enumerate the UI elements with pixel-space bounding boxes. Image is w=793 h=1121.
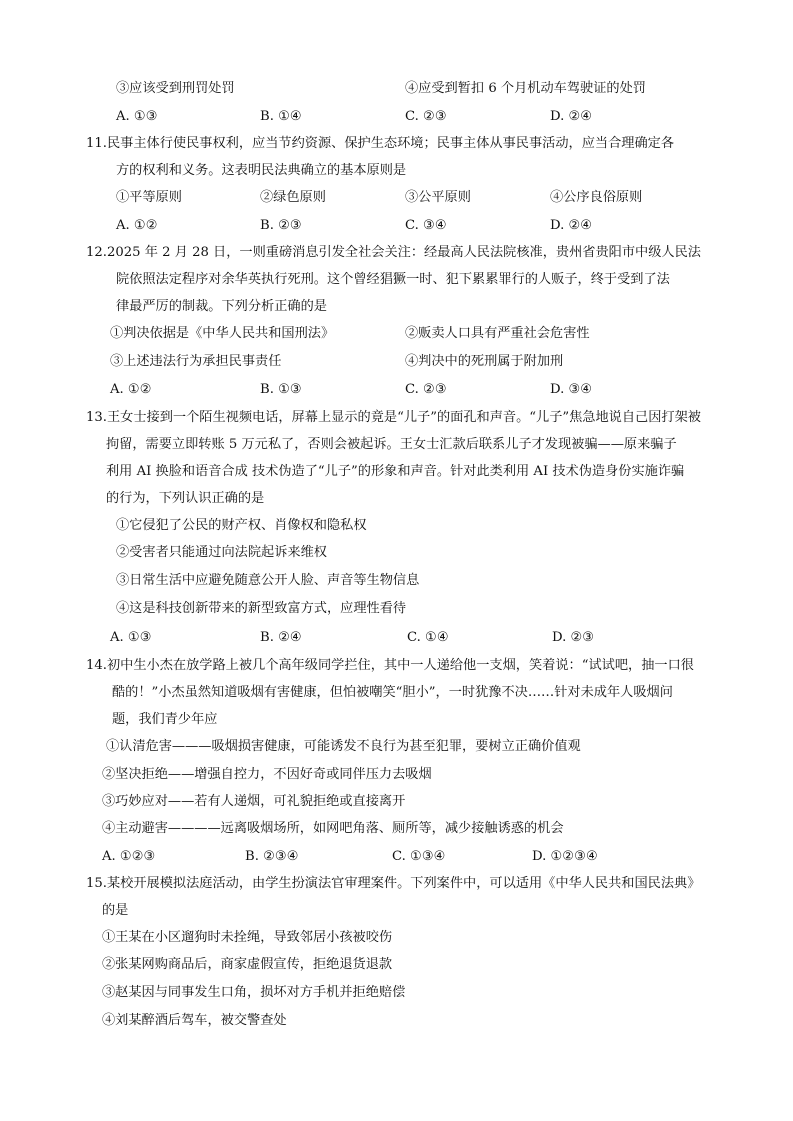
q15-item-1: ①王某在小区遛狗时未拴绳，导致邻居小孩被咬伤 bbox=[102, 930, 393, 945]
q13-item-1: ①它侵犯了公民的财产权、肖像权和隐私权 bbox=[116, 518, 367, 533]
q10-choice-a: A. ①③ bbox=[116, 109, 158, 124]
q14-item-3: ③巧妙应对——若有人递烟，可礼貌拒绝或直接离开 bbox=[102, 794, 406, 809]
q11-item-3: ③公平原则 bbox=[405, 190, 471, 205]
q11-choice-b: B. ②③ bbox=[260, 218, 302, 233]
q14-item-1: ①认清危害———吸烟损害健康，可能诱发不良行为甚至犯罪，要树立正确价值观 bbox=[106, 739, 581, 754]
q12-item-4: ④判决中的死刑属于附加刑 bbox=[405, 354, 564, 369]
q11-item-2: ②绿色原则 bbox=[260, 190, 326, 205]
q13-choice-b: B. ②④ bbox=[260, 630, 302, 645]
q14-choice-c: C. ①③④ bbox=[392, 849, 446, 864]
q11-choice-c: C. ③④ bbox=[405, 218, 447, 233]
q13-stem-line-2: 拘留，需要立即转账 5 万元私了，否则会被起诉。王女士汇款后联系儿子才发现被骗——原来骗子 bbox=[106, 437, 677, 452]
q11-item-4: ④公序良俗原则 bbox=[550, 190, 643, 205]
q12-stem-line-3: 律最严厉的制裁。下列分析正确的是 bbox=[116, 299, 327, 314]
q14-item-4: ④主动避害————远离吸烟场所，如网吧角落、厕所等，减少接触诱惑的机会 bbox=[102, 821, 564, 836]
q11-stem-line-1: 11.民事主体行使民事权利，应当节约资源、保护生态环境；民事主体从事民事活动，应当合理确定各 bbox=[86, 136, 675, 151]
q12-choice-d: D. ③④ bbox=[550, 382, 593, 397]
q12-choice-b: B. ①③ bbox=[260, 382, 302, 397]
q11-choice-a: A. ①② bbox=[116, 218, 158, 233]
q13-stem-line-1: 13.王女士接到一个陌生视频电话，屏幕上显示的竟是“儿子”的面孔和声音。“儿子”焦急地说自己因打架被 bbox=[86, 410, 701, 425]
q15-item-3: ③赵某因与同事发生口角，损坏对方手机并拒绝赔偿 bbox=[102, 985, 406, 1000]
q14-choice-d: D. ①②③④ bbox=[532, 849, 598, 864]
q12-choice-a: A. ①② bbox=[110, 382, 152, 397]
q12-stem-line-1: 12.2025 年 2 月 28 日，一则重磅消息引发全社会关注：经最高人民法院核准，贵州省贵阳市中级人民法 bbox=[86, 245, 701, 260]
q15-item-4: ④刘某醉酒后驾车，被交警查处 bbox=[102, 1013, 287, 1028]
q11-item-1: ①平等原则 bbox=[116, 190, 182, 205]
q13-choice-c: C. ①④ bbox=[407, 630, 449, 645]
q10-item-4: ④应受到暂扣 6 个月机动车驾驶证的处罚 bbox=[405, 81, 646, 96]
q14-choice-a: A. ①②③ bbox=[102, 849, 156, 864]
q13-item-2: ②受害者只能通过向法院起诉来维权 bbox=[116, 545, 327, 560]
q12-stem-line-2: 院依照法定程序对余华英执行死刑。这个曾经猖獗一时、犯下累累罪行的人贩子，终于受到了法 bbox=[116, 272, 670, 287]
q12-item-3: ③上述违法行为承担民事责任 bbox=[110, 354, 282, 369]
q10-item-3: ③应该受到刑罚处罚 bbox=[116, 81, 235, 96]
q10-choice-c: C. ②③ bbox=[405, 109, 447, 124]
q12-item-1: ①判决依据是《中华人民共和国刑法》 bbox=[110, 326, 335, 341]
q12-choice-c: C. ②③ bbox=[405, 382, 447, 397]
q11-choice-d: D. ②④ bbox=[550, 218, 593, 233]
q15-stem-line-2: 的是 bbox=[102, 903, 129, 918]
q13-choice-d: D. ②③ bbox=[552, 630, 595, 645]
q13-choice-a: A. ①③ bbox=[110, 630, 152, 645]
q13-item-3: ③日常生活中应避免随意公开人脸、声音等生物信息 bbox=[116, 573, 420, 588]
q11-stem-line-2: 方的权利和义务。这表明民法典确立的基本原则是 bbox=[116, 163, 407, 178]
q13-item-4: ④这是科技创新带来的新型致富方式，应理性看待 bbox=[116, 601, 407, 616]
q14-stem-line-3: 题，我们青少年应 bbox=[112, 712, 218, 727]
q15-stem-line-1: 15.某校开展模拟法庭活动，由学生扮演法官审理案件。下列案件中，可以适用《中华人民共和国民法典》 bbox=[86, 876, 701, 891]
q12-item-2: ②贩卖人口具有严重社会危害性 bbox=[405, 326, 590, 341]
q13-stem-line-3: 利用 AI 换脸和语音合成 技术伪造了“儿子”的形象和声音。针对此类利用 AI 技术伪造身份实施诈骗 bbox=[106, 464, 685, 479]
q10-choice-d: D. ②④ bbox=[550, 109, 593, 124]
q14-stem-line-2: 酷的！”小杰虽然知道吸烟有害健康，但怕被嘲笑“胆小”，一时犹豫不决……针对未成年人吸烟问 bbox=[112, 685, 673, 700]
q14-choice-b: B. ②③④ bbox=[245, 849, 299, 864]
q14-stem-line-1: 14.初中生小杰在放学路上被几个高年级同学拦住，其中一人递给他一支烟，笑着说：“试试吧，抽一口很 bbox=[86, 658, 694, 673]
q13-stem-line-4: 的行为，下列认识正确的是 bbox=[106, 491, 265, 506]
q14-item-2: ②坚决拒绝——增强自控力，不因好奇或同伴压力去吸烟 bbox=[102, 767, 432, 782]
q15-item-2: ②张某网购商品后，商家虚假宣传，拒绝退货退款 bbox=[102, 957, 393, 972]
q10-choice-b: B. ①④ bbox=[260, 109, 302, 124]
